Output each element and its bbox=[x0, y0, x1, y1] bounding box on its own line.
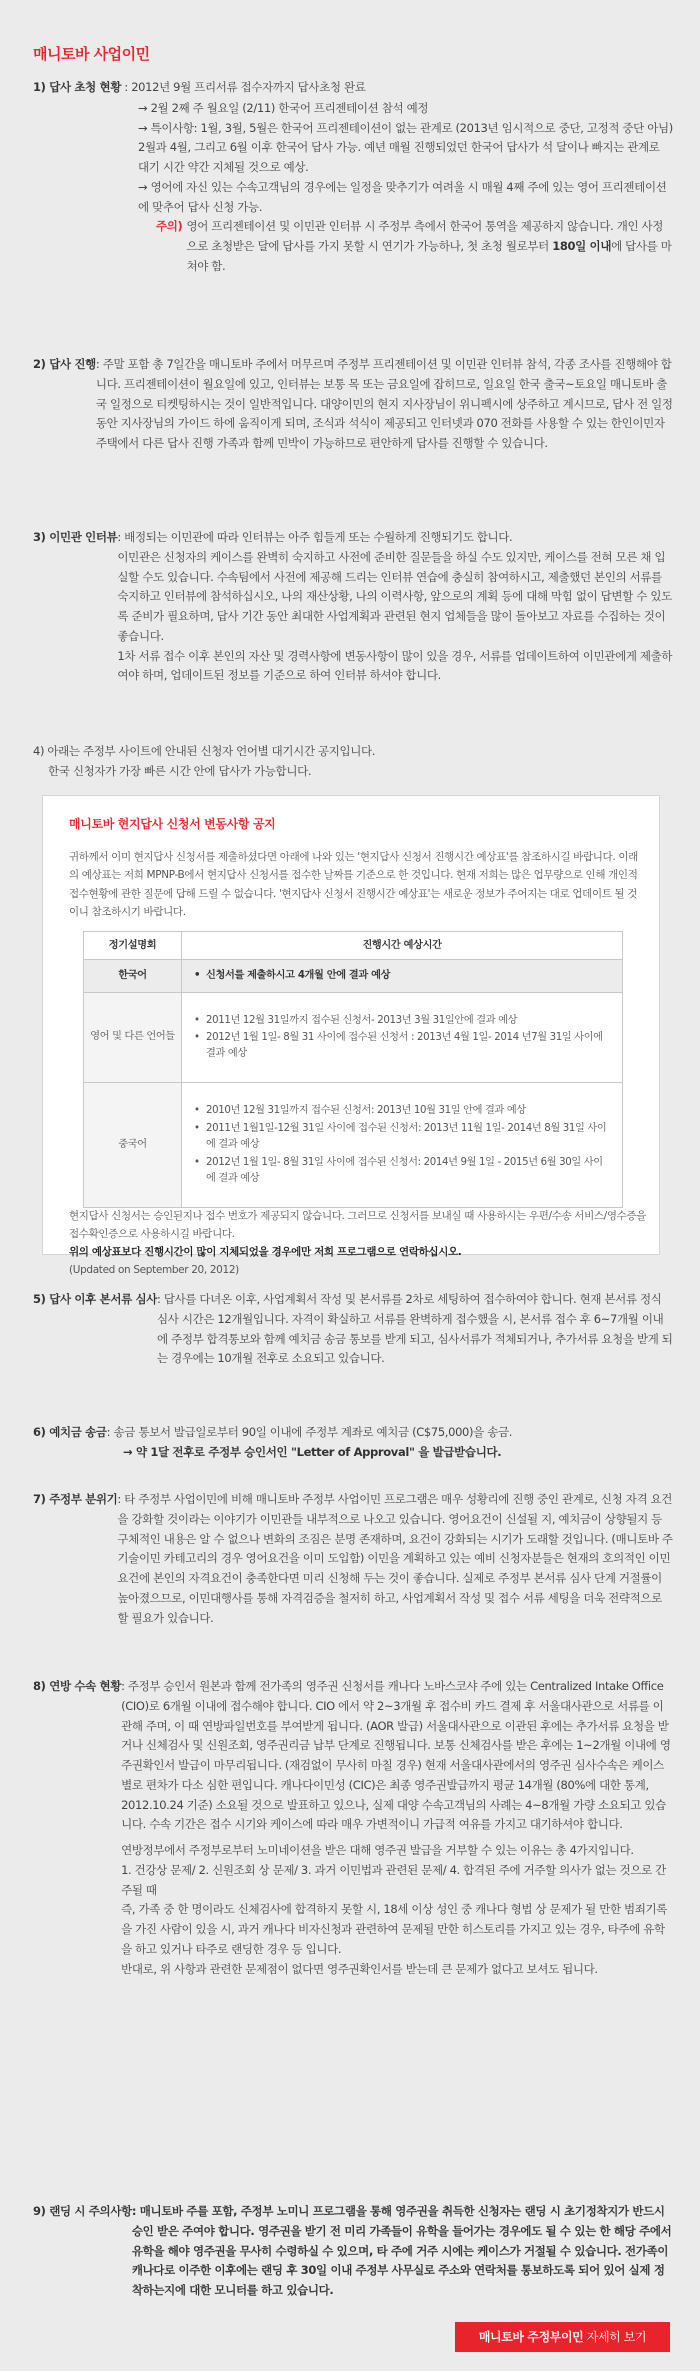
table-header: 진행시간 예상시간 bbox=[182, 932, 623, 960]
table-cell-detail: • 2010년 12월 31일까지 접수된 신청서: 2013년 10월 31일 안에 결과 예상 • 2011년 1월1일-12월 31일 사이에 접수된 신청서: 2013년 11월 1일- 2014년 8월 31일 사이에 결과 예상 • 2012년 1월 1일- 8월 31일 사이에 접수된 신청서: 2014년 9월 1일 - 2015년 6월 30일 사이에 결과 예상 bbox=[182, 1082, 623, 1207]
section-label: 2) 답사 진행 bbox=[33, 357, 96, 371]
table-cell-language: 한국어 bbox=[84, 960, 182, 993]
processing-time-table bbox=[83, 931, 623, 1208]
section-text: 2012년 9월 프리서류 접수자까지 답사초청 완료 bbox=[131, 80, 366, 94]
section-site-visit bbox=[33, 355, 673, 454]
caution-label: 주의) bbox=[156, 219, 183, 234]
section-deposit bbox=[33, 1423, 673, 1463]
section-document-review bbox=[33, 1290, 673, 1369]
table-cell-language: 중국어 bbox=[84, 1082, 182, 1207]
section-label: 3) 이민관 인터뷰 bbox=[33, 530, 118, 544]
arrow-item: → 2월 2째 주 월요일 (2/11) 한국어 프리젠테이션 참석 예정 bbox=[138, 100, 429, 115]
section-label: 6) 예치금 송금 bbox=[33, 1425, 107, 1439]
section-invitation-status bbox=[33, 78, 673, 277]
section-arrow-text: → 약 1달 전후로 주정부 승인서인 "Letter of Approval" 을 발급받습니다. bbox=[123, 1444, 502, 1459]
section-text: : 송금 통보서 발급일로부터 90일 이내에 주정부 계좌로 예치금 (C$75,000)을 송금. bbox=[106, 1425, 513, 1439]
section-federal-status bbox=[33, 1677, 673, 1979]
arrow-item: → 영어에 자신 있는 수속고객님의 경우에는 일정을 맞추기가 여려울 시 매월 4째 주에 있는 영어 프리젠테이션에 맞추어 답사 신청 가능. bbox=[138, 179, 667, 214]
section-text: : 타 주정부 사업이민에 비해 매니토바 주정부 사업이민 프로그램은 매우 성황리에 진행 중인 관계로, 신청 자격 요건을 강화할 것이라는 이야기가 이민관들 내부적으로 나오고 있습니다. 영어요건이 신설될 지, 예치금이 상향될지 등 구체적인 내용은 알 수 없으나 변화의 조짐은 분명 존재하며, 요건이 강화되는 시기가 도래할 것입니다. (매니토바 주 기술이민 카테고리의 경우 영어요건을 이미 도입함) 이민을 계획하고 있는 예비 신청자분들은 현재의 호의적인 이민 요건에 본인의 자격요건이 충족한다면 미리 신청해 두는 것이 좋습니다. 실제로 주정부 본서류 심사 단계 거절률이 높아졌으므로, 이민대행사를 통해 자격검증을 철저히 하고, 사업계획서 작성 및 접수 서류 세팅을 더욱 전략적으로 할 필요가 있습니다. bbox=[117, 1492, 673, 1625]
section-interview bbox=[33, 528, 673, 686]
section-text: : 배정되는 이민관에 따라 인터뷰는 아주 힘들게 또는 수월하게 진행되기도 합니다. 이민관은 신청자의 케이스를 완벽히 숙지하고 사전에 준비한 질문들을 하실 수도 있지만, 케이스를 전혀 모른 채 입실할 수도 있습니다. 수속팀에서 사전에 제공해 드리는 인터뷰 연습에 충실히 참여하시고, 제출했던 본인의 서류를 숙지하고 인터뷰에 참석하십시오, 나의 재산상황, 나의 이력사항, 앞으로의 계획 등에 대해 막힘 없이 답변할 수 있도록 준비가 필요하며, 답사 기간 동안 최대한 사업계획과 관련된 현지 업체들을 많이 돌아보고 자료를 수집하는 것이 좋습니다. 1차 서류 접수 이후 본인의 자산 및 경력사항에 변동사항이 많이 있을 경우, 서류를 업데이트하여 이민관에게 제출하여야 하며, 업데이트된 정보를 기준으로 하여 인터뷰 하셔야 합니다. bbox=[117, 530, 673, 683]
table-row bbox=[84, 960, 623, 993]
arrow-item: → 특이사항: 1월, 3월, 5월은 한국어 프리젠테이션이 없는 관계로 (2013년 임시적으로 중단, 고정적 중단 아님) 2월과 4월, 그리고 6월 이후 한국어 답사 가능. 예년 매월 진행되었던 한국어 답사가 석 달이나 빠지는 관계로 대기 시간 약간 지체될 것으로 예상. bbox=[138, 120, 673, 175]
table-header: 정기설명회 bbox=[84, 932, 182, 960]
section-label: 8) 연방 수속 현황 bbox=[33, 1679, 122, 1693]
section-label: 9) 랜딩 시 주의사항 bbox=[33, 2204, 132, 2218]
section-label: 1) 답사 초청 현황 : bbox=[33, 80, 132, 94]
section-text: : 주말 포함 총 7일간을 매니토바 주에서 머무르며 주정부 프리젠테이션 및 이민관 인터뷰 참석, 각종 조사를 진행해야 합니다. 프리젠테이션이 월요일에 있고, 인터뷰는 보통 목 또는 금요일에 잡히므로, 일요일 한국 출국~토요일 매니토바 출국 일정으로 티켓팅하시는 것이 일반적입니다. 대양이민의 현지 지사장님이 위니펙시에 상주하고 계시므로, 답사 전 일정동안 지사장님의 가이드 하에 움직이게 되며, 조식과 석식이 제공되고 인터넷과 070 전화를 사용할 수 있는 한인이민자 주택에서 다른 답사 진행 가족과 함께 민박이 가능하므로 편안하게 답사를 진행할 수 있습니다. bbox=[95, 357, 673, 451]
notice-footer: 현지답사 신청서는 승인된지나 접수 번호가 제공되지 않습니다. 그러므로 신청서를 보내실 때 사용하시는 우편/수송 서비스/영수증을 접수확인증으로 사용하시길 바랍니다. 위의 예상표보다 진행시간이 많이 지체되었을 경우에만 저희 프로그램으로 연락하십시오. (Updated on September 20, 2012) bbox=[69, 1210, 647, 1276]
notice-box bbox=[42, 795, 660, 1276]
section-label: 7) 주정부 분위기 bbox=[33, 1492, 118, 1506]
section-landing-caution bbox=[33, 2202, 673, 2301]
section-text: : 매니토바 주를 포함, 주정부 노미니 프로그램을 통해 영주권을 취득한 신청자는 랜딩 시 초기정착지가 반드시 승인 받은 주여야 합니다. 영주권을 받기 전 미리 가족들이 유학을 들어가는 경우에도 될 수 있는 한 해당 주에서 유학을 해야 영주권을 무사히 수령하실 수 있으며, 타 주에 거주 시에는 케이스가 거절될 수 있습니다. 전가족이 캐나다로 이주한 이후에는 랜딩 후 30일 이내 주정부 사무실로 주소와 연락처를 통보하도록 되어 있어 실제 정착하는지에 대한 모니터를 하고 있습니다. bbox=[131, 2204, 672, 2298]
notice-intro: 귀하께서 이미 현지답사 신청서를 제출하셨다면 아래에 나와 있는 '현지답사 신청서 진행시간 예상표'를 참조하시길 바랍니다. 이래의 예상표는 저희 MPNP-B에서 현지답사 신청서를 접수한 날짜를 기준으로 한 것입니다. 현재 저희는 많은 업무량으로 인해 개인적 접수현황에 관한 질문에 답해 드릴 수 없습니다. '현지답사 신청서 진행시간 예상표'는 새로운 정보가 주어지는 대로 업데이트 될 것이니 참조하시기 바랍니다. bbox=[69, 851, 638, 919]
section-text: : 주정부 승인서 원본과 함께 전가족의 영주권 신청서를 캐나다 노바스코샤 주에 있는 Centralized Intake Office (CIO)로 6개월 이내에 접수해야 합니다. CIO 에서 약 2~3개월 후 접수비 카드 결제 후 서울대사관으로 서류를 이관해 주며, 이 때 연방파일번호를 부여받게 됩니다. (AOR 발급) 서울대사관으로 이관된 후에는 추가서류 요청을 받거나 신체검사 및 신원조회, 영주권리금 납부 단계로 진행됩니다. 보통 신체검사를 받은 후에는 1~2개월 이내에 영주권확인서 발급이 마무리됩니다. (재검없이 무사히 마칠 경우) 현재 서울대사관에서의 영주권 심사수속은 케이스 별로 편차가 다소 심한 편입니다. 캐나다이민성 (CIC)은 최종 영주권발급까지 평균 14개월 (80%에 대한 통계, 2012.10.24 기준) 소요될 것으로 발표하고 있으나, 실제 대양 수속고객님의 사례는 4~8개월 가량 소요되고 있습니다. 수속 기간은 접수 시기와 케이스에 따라 매우 가변적이니 가급적 여유를 가지고 대기하셔야 합니다. 연방정부에서 주정부로부터 노미네이션을 받은 대해 영주권 발급을 거부할 수 있는 이유는 총 4가지입니다. 1. 건강상 문제/ 2. 신원조회 상 문제/ 3. 과거 이민법과 관련된 문제/ 4. 합격된 주에 거주할 의사가 없는 것으로 간주될 때 즉, 가족 중 한 명이라도 신체검사에 합격하지 못할 시, 18세 이상 성인 중 캐나다 형법 상 문제가 될 만한 범죄기록을 가진 사람이 있을 시, 과거 캐나다 비자신청과 관련하여 문제될 만한 히스토리를 가지고 있는 경우, 타주에 유학을 하고 있거나 타주로 랜딩한 경우 등 입니다. 반대로, 위 사항과 관련한 문제점이 없다면 영주권확인서를 받는데 큰 문제가 없다고 보셔도 됩니다. bbox=[121, 1679, 671, 1976]
table-cell-language: 영어 및 다른 언어들 bbox=[84, 992, 182, 1082]
caution-text: 영어 프리젠테이션 및 이민관 인터뷰 시 주정부 측에서 한국어 통역을 제공하지 않습니다. 개인 사정으로 초청받은 달에 답사를 가지 못할 시 연기가 가능하나, 첫 초청 월로부터 180일 이내에 답사를 마쳐야 함. bbox=[186, 219, 672, 273]
section-provincial-mood bbox=[33, 1490, 673, 1628]
table-cell-detail: • 신청서를 제출하시고 4개월 안에 결과 예상 bbox=[182, 960, 623, 993]
notice-title: 매니토바 현지답사 신청서 변동사항 공지 bbox=[69, 817, 276, 831]
table-row bbox=[84, 1082, 623, 1207]
manitoba-details-button[interactable]: 매니토바 주정부이민 자세히 보기 bbox=[455, 2322, 670, 2352]
page-title: 매니토바 사업이민 bbox=[33, 45, 150, 63]
table-row bbox=[84, 992, 623, 1082]
section-label: 5) 답사 이후 본서류 심사 bbox=[33, 1292, 158, 1306]
table-cell-detail: • 2011년 12월 31일까지 접수된 신청서- 2013년 3월 31일안에 결과 예상 • 2012년 1월 1일- 8월 31 사이에 접수된 신청서 : 2013년 4월 1일- 2014 년7월 31일 사이에 결과 예상 bbox=[182, 992, 623, 1082]
section-text: 4) 아래는 주정부 사이트에 안내된 신청자 언어별 대기시간 공지입니다. bbox=[33, 744, 376, 758]
section-text: : 답사를 다녀온 이후, 사업계획서 작성 및 본서류를 2차로 세팅하여 접수하여야 합니다. 현재 본서류 정식 심사 시간은 12개월입니다. 자격이 확실하고 서류를 완벽하게 접수했을 시, 본서류 접수 후 6~7개월 이내에 주정부 합격통보와 함께 예치금 송금 통보를 받게 되고, 심사서류가 적체되거나, 추가서류 요청을 받게 되는 경우에는 10개월 전후로 소요되고 있습니다. bbox=[157, 1292, 673, 1366]
section-text: 한국 신청자가 가장 빠른 시간 안에 답사가 가능합니다. bbox=[48, 763, 312, 778]
section-wait-notice bbox=[33, 742, 673, 782]
